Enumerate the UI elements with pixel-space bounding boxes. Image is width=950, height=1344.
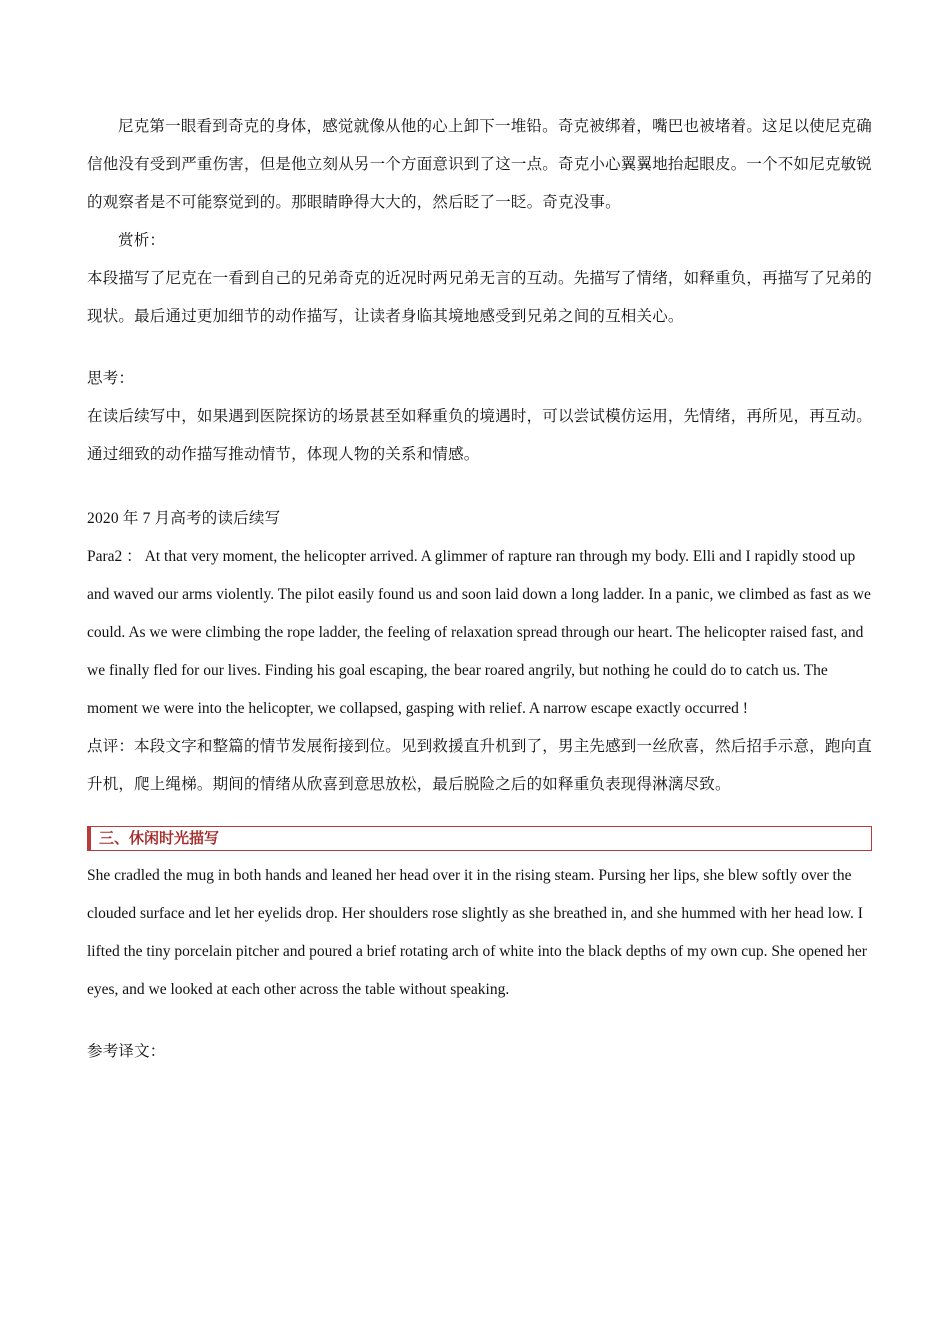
paragraph-appreciation: 本段描写了尼克在一看到自己的兄弟奇克的近况时两兄弟无言的互动。先描写了情绪，如释重负，再描写了兄弟的现状。最后通过更加细节的动作描写，让读者身临其境地感受到兄弟之间的互相关心。 bbox=[87, 270, 873, 325]
label-reference-translation: 参考译文： bbox=[87, 1043, 166, 1060]
paragraph-mug: She cradled the mug in both hands and leaned her head over it in the rising steam. Pursing her lips, she blew softly over the clouded surface and let her eyelids drop. Her shoulders rose slightly as she breathed in, and she hummed with her head low. I lifted the tiny porcelain pitcher and poured a brief rotating arch of white into the black depths of my own cup. She opened her eyes, and we looked at each other across the table without speaking. bbox=[87, 867, 867, 998]
spacer bbox=[87, 336, 872, 360]
label-thinking: 思考： bbox=[87, 370, 135, 387]
label-appreciation: 赏析： bbox=[118, 232, 166, 249]
section-heading-leisure: 三、休闲时光描写 bbox=[87, 826, 872, 851]
paragraph-thinking: 在读后续写中，如果遇到医院探访的场景甚至如释重负的境遇时，可以尝试模仿运用，先情绪，再所见，再互动。通过细致的动作描写推动情节，体现人物的关系和情感。 bbox=[87, 408, 873, 463]
heading-2020-exam: 2020 年 7 月高考的读后续写 bbox=[87, 510, 281, 527]
document-page bbox=[87, 108, 872, 1071]
paragraph-comment: 点评：本段文字和整篇的情节发展衔接到位。见到救援直升机到了，男主先感到一丝欣喜，然后招手示意，跑向直升机，爬上绳梯。期间的情绪从欣喜到意思放松，最后脱险之后的如释重负表现得淋漓尽致。 bbox=[87, 738, 873, 793]
spacer bbox=[87, 1009, 872, 1033]
paragraph-para2: Para2 ： At that very moment, the helicopter arrived. A glimmer of rapture ran through my body. Elli and I rapidly stood up and waved our arms violently. The pilot easily found us and soon laid down a long ladder. In a panic, we climbed as fast as we could. As we were climbing the rope ladder, the feeling of relaxation spread through our heart. The helicopter raised fast, and we finally fled for our lives. Finding his goal escaping, the bear roared angrily, but nothing he could do to catch us. The moment we were into the helicopter, we collapsed, gasping with relief. A narrow escape exactly occurred ! bbox=[87, 548, 871, 717]
paragraph-nick: 尼克第一眼看到奇克的身体，感觉就像从他的心上卸下一堆铅。奇克被绑着，嘴巴也被堵着。这足以使尼克确信他没有受到严重伤害，但是他立刻从另一个方面意识到了这一点。奇克小心翼翼地抬起眼皮。一个不如尼克敏锐的观察者是不可能察觉到的。那眼睛睁得大大的，然后眨了一眨。奇克没事。 bbox=[87, 118, 873, 211]
spacer bbox=[87, 474, 872, 500]
